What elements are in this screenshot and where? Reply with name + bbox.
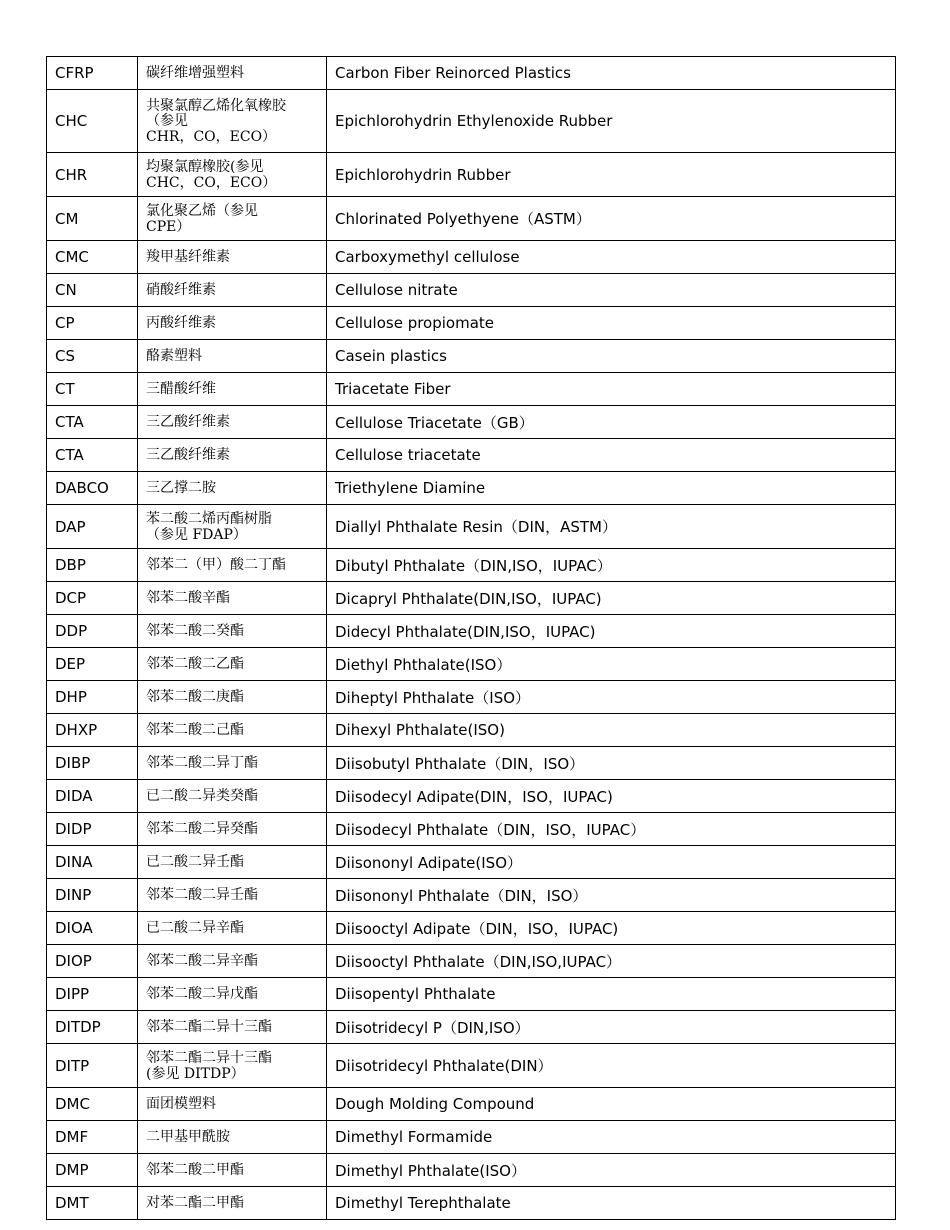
chinese-name-cell: 三乙撑二胺 bbox=[138, 472, 327, 505]
abbreviation-cell: DABCO bbox=[47, 472, 138, 505]
chinese-name-cell: 邻苯二酸辛酯 bbox=[138, 582, 327, 615]
abbreviation-cell: DMT bbox=[47, 1187, 138, 1220]
table-row bbox=[47, 648, 896, 681]
english-name-cell: Diisooctyl Adipate（DIN，ISO，IUPAC) bbox=[327, 912, 896, 945]
abbreviation-cell: DDP bbox=[47, 615, 138, 648]
chinese-name-cell: 邻苯二酸二异辛酯 bbox=[138, 945, 327, 978]
english-name-cell: Diisopentyl Phthalate bbox=[327, 978, 896, 1011]
table-row bbox=[47, 714, 896, 747]
english-name-cell: Diisotridecyl Phthalate(DIN） bbox=[327, 1044, 896, 1088]
table-row bbox=[47, 241, 896, 274]
chinese-name-cell: 三乙酸纤维素 bbox=[138, 406, 327, 439]
chinese-name-cell: 邻苯二酸二庚酯 bbox=[138, 681, 327, 714]
table-row bbox=[47, 945, 896, 978]
table-row bbox=[47, 406, 896, 439]
abbreviation-cell: DIDA bbox=[47, 780, 138, 813]
table-row bbox=[47, 1011, 896, 1044]
chinese-name-cell: 邻苯二酸二异戊酯 bbox=[138, 978, 327, 1011]
abbreviation-cell: CTA bbox=[47, 406, 138, 439]
english-name-cell: Carbon Fiber Reinorced Plastics bbox=[327, 57, 896, 90]
chinese-name-cell: 二甲基甲酰胺 bbox=[138, 1121, 327, 1154]
chinese-name-cell: 邻苯二酸二异壬酯 bbox=[138, 879, 327, 912]
table-row bbox=[47, 780, 896, 813]
abbreviation-cell: CT bbox=[47, 373, 138, 406]
english-name-cell: Dimethyl Phthalate(ISO） bbox=[327, 1154, 896, 1187]
table-row bbox=[47, 197, 896, 241]
abbreviation-cell: DINP bbox=[47, 879, 138, 912]
table-row bbox=[47, 1154, 896, 1187]
abbreviation-cell: DCP bbox=[47, 582, 138, 615]
abbreviation-cell: DMP bbox=[47, 1154, 138, 1187]
abbreviation-cell: CHR bbox=[47, 153, 138, 197]
abbreviation-cell: CHC bbox=[47, 90, 138, 153]
table-row bbox=[47, 90, 896, 153]
table-row bbox=[47, 747, 896, 780]
abbreviation-cell: DIPP bbox=[47, 978, 138, 1011]
abbreviation-cell: CS bbox=[47, 340, 138, 373]
chinese-name-cell: 共聚氯醇乙烯化氧橡胶 （参见 CHR，CO，ECO） bbox=[138, 90, 327, 153]
english-name-cell: Dough Molding Compound bbox=[327, 1088, 896, 1121]
english-name-cell: Diallyl Phthalate Resin（DIN，ASTM） bbox=[327, 505, 896, 549]
chinese-name-cell: 邻苯二酸二甲酯 bbox=[138, 1154, 327, 1187]
abbreviation-cell: CTA bbox=[47, 439, 138, 472]
english-name-cell: Dicapryl Phthalate(DIN,ISO，IUPAC) bbox=[327, 582, 896, 615]
abbreviation-cell: DEP bbox=[47, 648, 138, 681]
english-name-cell: Diisooctyl Phthalate（DIN,ISO,IUPAC） bbox=[327, 945, 896, 978]
table-row bbox=[47, 1044, 896, 1088]
table-row bbox=[47, 439, 896, 472]
english-name-cell: Diisotridecyl P（DIN,ISO） bbox=[327, 1011, 896, 1044]
english-name-cell: Dibutyl Phthalate（DIN,ISO，IUPAC） bbox=[327, 549, 896, 582]
table-body bbox=[47, 57, 896, 1220]
english-name-cell: Cellulose Triacetate（GB） bbox=[327, 406, 896, 439]
chinese-name-cell: 苯二酸二烯丙酯树脂 （参见 FDAP） bbox=[138, 505, 327, 549]
abbreviation-cell: DBP bbox=[47, 549, 138, 582]
english-name-cell: Diisononyl Phthalate（DIN，ISO） bbox=[327, 879, 896, 912]
abbreviation-cell: CM bbox=[47, 197, 138, 241]
english-name-cell: Triethylene Diamine bbox=[327, 472, 896, 505]
chinese-name-cell: 对苯二酯二甲酯 bbox=[138, 1187, 327, 1220]
table-row bbox=[47, 472, 896, 505]
abbreviation-cell: DIDP bbox=[47, 813, 138, 846]
english-name-cell: Carboxymethyl cellulose bbox=[327, 241, 896, 274]
table-row bbox=[47, 373, 896, 406]
table-row bbox=[47, 879, 896, 912]
table-row bbox=[47, 1088, 896, 1121]
chinese-name-cell: 邻苯二酸二异丁酯 bbox=[138, 747, 327, 780]
english-name-cell: Casein plastics bbox=[327, 340, 896, 373]
chinese-name-cell: 已二酸二异辛酯 bbox=[138, 912, 327, 945]
chinese-name-cell: 羧甲基纤维素 bbox=[138, 241, 327, 274]
chinese-name-cell: 丙酸纤维素 bbox=[138, 307, 327, 340]
abbreviation-cell: DMC bbox=[47, 1088, 138, 1121]
abbreviation-cell: DIOP bbox=[47, 945, 138, 978]
abbreviation-cell: DITP bbox=[47, 1044, 138, 1088]
table-row bbox=[47, 681, 896, 714]
english-name-cell: Didecyl Phthalate(DIN,ISO，IUPAC) bbox=[327, 615, 896, 648]
chinese-name-cell: 三乙酸纤维素 bbox=[138, 439, 327, 472]
table-row bbox=[47, 912, 896, 945]
table-row bbox=[47, 813, 896, 846]
english-name-cell: Chlorinated Polyethyene（ASTM） bbox=[327, 197, 896, 241]
abbreviation-cell: DIBP bbox=[47, 747, 138, 780]
chinese-name-cell: 邻苯二酸二癸酯 bbox=[138, 615, 327, 648]
english-name-cell: Triacetate Fiber bbox=[327, 373, 896, 406]
chinese-name-cell: 三醋酸纤维 bbox=[138, 373, 327, 406]
abbreviation-cell: DITDP bbox=[47, 1011, 138, 1044]
chinese-name-cell: 已二酸二异类癸酯 bbox=[138, 780, 327, 813]
chinese-name-cell: 邻苯二酯二异十三酯 bbox=[138, 1011, 327, 1044]
english-name-cell: Diethyl Phthalate(ISO） bbox=[327, 648, 896, 681]
chinese-name-cell: 氯化聚乙烯（参见 CPE） bbox=[138, 197, 327, 241]
chinese-name-cell: 酪素塑料 bbox=[138, 340, 327, 373]
english-name-cell: Epichlorohydrin Ethylenoxide Rubber bbox=[327, 90, 896, 153]
abbreviation-cell: DHP bbox=[47, 681, 138, 714]
table-row bbox=[47, 307, 896, 340]
english-name-cell: Cellulose triacetate bbox=[327, 439, 896, 472]
chinese-name-cell: 邻苯二酯二异十三酯 (参见 DITDP） bbox=[138, 1044, 327, 1088]
chinese-name-cell: 邻苯二（甲）酸二丁酯 bbox=[138, 549, 327, 582]
chinese-name-cell: 均聚氯醇橡胶(参见 CHC，CO，ECO） bbox=[138, 153, 327, 197]
table-row bbox=[47, 1187, 896, 1220]
chinese-name-cell: 已二酸二异壬酯 bbox=[138, 846, 327, 879]
abbreviation-cell: CFRP bbox=[47, 57, 138, 90]
abbreviation-cell: DHXP bbox=[47, 714, 138, 747]
english-name-cell: Diisononyl Adipate(ISO） bbox=[327, 846, 896, 879]
abbreviation-cell: CMC bbox=[47, 241, 138, 274]
chinese-name-cell: 邻苯二酸二乙酯 bbox=[138, 648, 327, 681]
table-row bbox=[47, 340, 896, 373]
chinese-name-cell: 硝酸纤维素 bbox=[138, 274, 327, 307]
abbreviation-cell: DMF bbox=[47, 1121, 138, 1154]
table-row bbox=[47, 505, 896, 549]
table-row bbox=[47, 274, 896, 307]
english-name-cell: Dihexyl Phthalate(ISO) bbox=[327, 714, 896, 747]
table-row bbox=[47, 978, 896, 1011]
chinese-name-cell: 碳纤维增强塑料 bbox=[138, 57, 327, 90]
table-row bbox=[47, 549, 896, 582]
english-name-cell: Diisodecyl Adipate(DIN，ISO，IUPAC) bbox=[327, 780, 896, 813]
table-row bbox=[47, 153, 896, 197]
english-name-cell: Cellulose nitrate bbox=[327, 274, 896, 307]
table-row bbox=[47, 1121, 896, 1154]
table-row bbox=[47, 57, 896, 90]
table-row bbox=[47, 846, 896, 879]
table-row bbox=[47, 582, 896, 615]
chinese-name-cell: 邻苯二酸二异癸酯 bbox=[138, 813, 327, 846]
abbreviation-table bbox=[46, 56, 896, 1220]
table-row bbox=[47, 615, 896, 648]
chinese-name-cell: 面团模塑料 bbox=[138, 1088, 327, 1121]
chinese-name-cell: 邻苯二酸二己酯 bbox=[138, 714, 327, 747]
english-name-cell: Diisobutyl Phthalate（DIN，ISO） bbox=[327, 747, 896, 780]
abbreviation-cell: DINA bbox=[47, 846, 138, 879]
english-name-cell: Diisodecyl Phthalate（DIN，ISO，IUPAC） bbox=[327, 813, 896, 846]
english-name-cell: Epichlorohydrin Rubber bbox=[327, 153, 896, 197]
abbreviation-cell: CP bbox=[47, 307, 138, 340]
english-name-cell: Dimethyl Terephthalate bbox=[327, 1187, 896, 1220]
abbreviation-cell: DAP bbox=[47, 505, 138, 549]
english-name-cell: Cellulose propiomate bbox=[327, 307, 896, 340]
english-name-cell: Dimethyl Formamide bbox=[327, 1121, 896, 1154]
abbreviation-cell: DIOA bbox=[47, 912, 138, 945]
english-name-cell: Diheptyl Phthalate（ISO） bbox=[327, 681, 896, 714]
abbreviation-cell: CN bbox=[47, 274, 138, 307]
